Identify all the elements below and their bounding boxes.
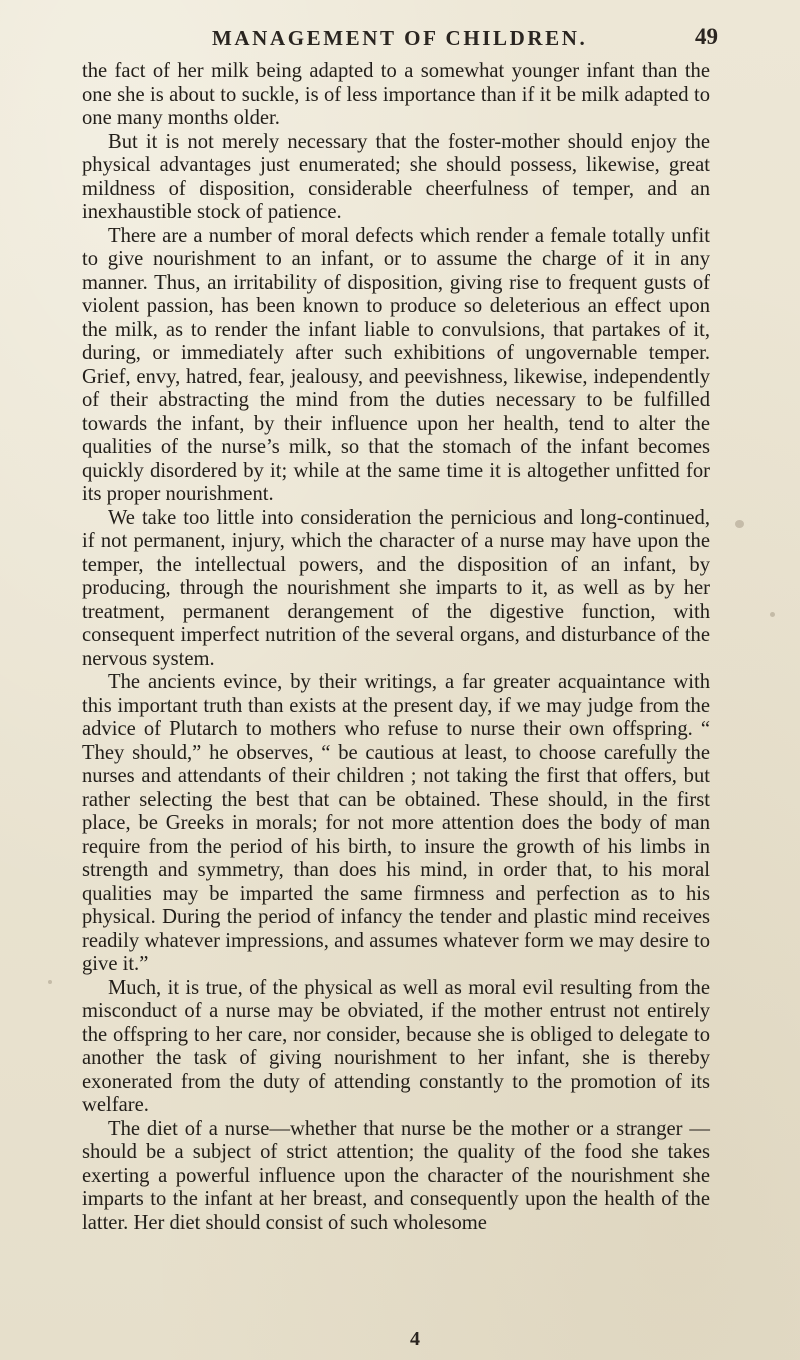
paper-speck — [770, 612, 775, 617]
paragraph-diet-of-nurse: The diet of a nurse—whether that nurse be the mother or a stranger —should be a subject of strict attention; the quality of the food she takes exerting a powerful influence upon the character of the nourishment she imparts to the infant at her breast, and consequently upon the health of the latter. Her diet should consist of such wholesome — [82, 1117, 710, 1234]
body-text — [82, 60, 710, 1235]
paragraph-pernicious-injury: We take too little into consideration the pernicious and long-continued, if not permanent, injury, which the character of a nurse may have upon the temper, the intellectual powers, and the disposition of an infant, by producing, through the nourishment she imparts to it, as well as by her treatment, permanent derangement of the digestive function, with consequent imperfect nutrition of the several organs, and disturbance of the nervous system. — [82, 506, 710, 670]
paragraph-foster-mother: But it is not merely necessary that the foster-mother should enjoy the physical advantages just enumerated; she should possess, likewise, great mildness of disposition, considerable cheerfulness of temper, and an inexhaustible stock of patience. — [82, 130, 710, 223]
page-number: 49 — [695, 24, 718, 49]
paragraph-continuation: the fact of her milk being adapted to a somewhat younger infant than the one she is about to suckle, is of less importance than if it be milk adapted to one many months older. — [82, 60, 710, 129]
paragraph-moral-defects: There are a number of moral defects which render a female totally unfit to give nourishment to an infant, or to assume the charge of it in any manner. Thus, an irritability of disposition, giving rise to frequent gusts of violent passion, has been known to produce so deleterious an effect upon the milk, as to render the infant liable to convulsions, that partakes of it, during, or immediately after such exhibitions of ungovernable temper. Grief, envy, hatred, fear, jealousy, and peevishness, likewise, independently of their abstracting the mind from the duties necessary to be fulfilled towards the infant, by their influence upon her health, tend to alter the qualities of the nurse’s milk, so that the stomach of the infant becomes quickly disordered by it; while at the same time it is altogether unfitted for its proper nourishment. — [82, 224, 710, 505]
signature-mark: 4 — [410, 1328, 420, 1350]
paper-speck — [735, 520, 744, 528]
paper-speck — [48, 980, 52, 984]
paragraph-ancients-plutarch: The ancients evince, by their writings, a far greater acquaintance with this important truth than exists at the present day, if we may judge from the advice of Plutarch to mothers who refuse to nurse their own offspring. “ They should,” he observes, “ be cautious at least, to choose carefully the nurses and attendants of their children ; not taking the first that offers, but rather selecting the best that can be obtained. These should, in the first place, be Greeks in morals; for not more attention does the body of man require from the period of his birth, to insure the growth of his limbs in strength and symmetry, than does his mind, in order that, to his moral qualities may be imparted the same firmness and perfection as to his physical. During the period of infancy the tender and plastic mind receives readily whatever impressions, and assumes whatever form we may desire to give it.” — [82, 671, 710, 975]
running-head — [212, 20, 718, 56]
running-head-title: MANAGEMENT OF CHILDREN. — [212, 26, 588, 50]
paragraph-misconduct-of-nurse: Much, it is true, of the physical as well as moral evil resulting from the misconduct of a nurse may be obviated, if the mother entrust not entirely the offspring to her care, nor consider, because she is obliged to delegate to another the task of giving nourishment to her infant, she is thereby exonerated from the duty of attending constantly to the promotion of its welfare. — [82, 976, 710, 1116]
